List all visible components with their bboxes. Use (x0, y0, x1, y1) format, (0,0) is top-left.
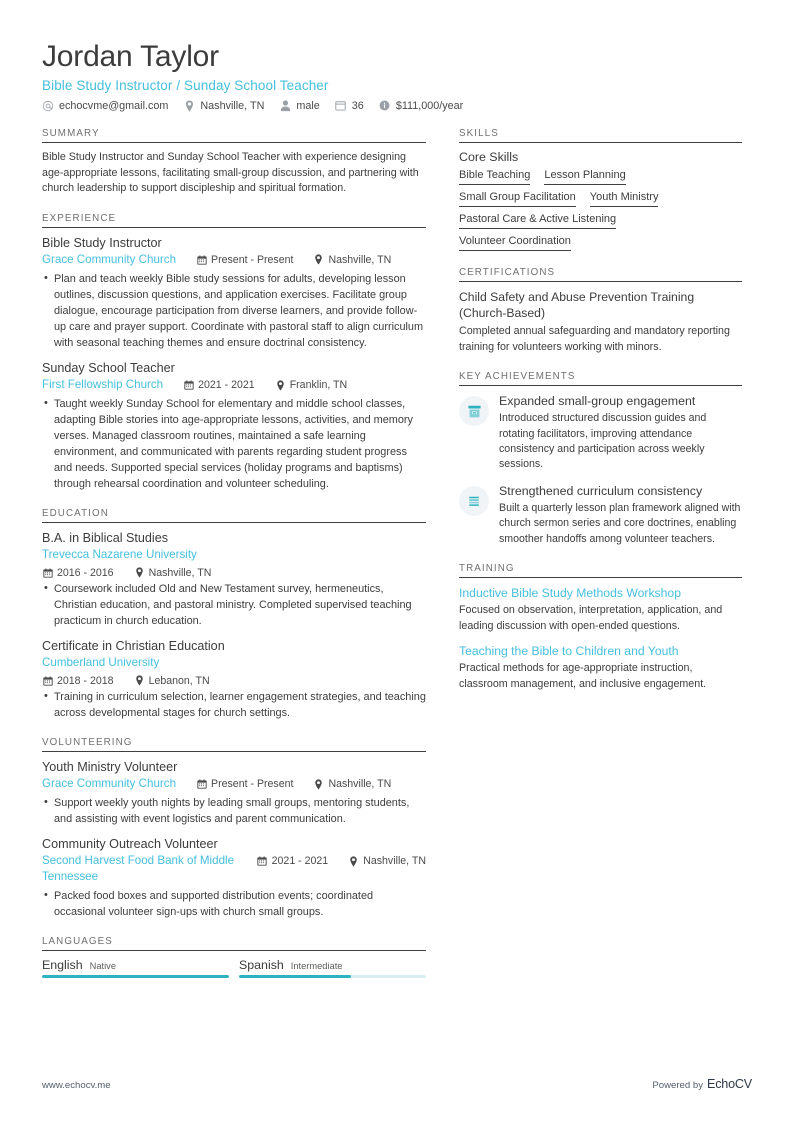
pin-small-icon (134, 675, 145, 686)
right-column (459, 128, 742, 708)
training-name[interactable]: Inductive Bible Study Methods Workshop (459, 585, 681, 600)
summary-text: Bible Study Instructor and Sunday School Teacher with experience designing age-appropriate lessons, facilitating small-group discussion, and partnering with church leadership to support discipleship and spiritual formation. (42, 151, 419, 195)
education-list (42, 530, 426, 721)
training-name[interactable]: Teaching the Bible to Children and Youth (459, 644, 679, 659)
experience-meta (42, 377, 426, 393)
skill-tag-list (459, 169, 742, 251)
language-name: Spanish (239, 957, 284, 972)
salary-icon (379, 100, 391, 112)
section-languages (42, 936, 426, 978)
experience-entry (42, 235, 426, 351)
bullet-item: • Training in curriculum selection, learner engagement strategies, and teaching across developmental stages for church settings. (42, 689, 426, 721)
language-progress-bar (239, 975, 426, 978)
volunteering-organization[interactable]: Second Harvest Food Bank of Middle Tennessee (42, 854, 235, 884)
skill-tag: Volunteer Coordination (459, 235, 571, 251)
volunteering-entry (42, 836, 426, 920)
footer-site-url[interactable]: www.echocv.me (42, 1080, 111, 1091)
bullet-item: • Taught weekly Sunday School for elementary and middle school classes, adapting Bible stories into age-appropriate lessons, activities, and memory verses. Managed classroom routines, maintained a safe learning environment, and communicated with parents regarding student progress and needs. Supported special services (holiday programs and baptisms) through rehearsal coordination and volunteer scheduling. (42, 396, 426, 492)
experience-list (42, 235, 426, 492)
education-school[interactable]: Cumberland University (42, 656, 160, 670)
training-entry (459, 643, 742, 692)
skill-row (459, 213, 742, 229)
volunteering-dates: Present - Present (196, 776, 293, 790)
section-rule (42, 751, 426, 752)
experience-organization[interactable]: First Fellowship Church (42, 378, 164, 392)
resume-header (42, 40, 752, 112)
experience-location: Nashville, TN (313, 252, 391, 266)
skill-tag: Youth Ministry (590, 191, 659, 207)
volunteering-bullets (42, 888, 426, 920)
section-skills (459, 128, 742, 251)
section-title-key-achievements: KEY ACHIEVEMENTS (459, 371, 576, 383)
section-title-certifications: CERTIFICATIONS (459, 267, 556, 278)
experience-entry (42, 360, 426, 492)
contact-item-0 (42, 100, 168, 112)
education-entry (42, 638, 426, 721)
section-title-training: TRAINING (459, 562, 515, 574)
achievement-item (459, 393, 742, 473)
language-progress-fill (42, 975, 229, 978)
volunteering-role: Youth Ministry Volunteer (42, 760, 178, 775)
experience-role: Bible Study Instructor (42, 235, 162, 250)
experience-bullets (42, 271, 426, 351)
skill-tag: Small Group Facilitation (459, 191, 576, 207)
language-progress-fill (239, 975, 351, 978)
training-entry (459, 585, 742, 634)
education-school[interactable]: Trevecca Nazarene University (42, 548, 197, 562)
volunteering-location: Nashville, TN (313, 776, 391, 790)
skill-tag: Pastoral Care & Active Listening (459, 213, 616, 229)
footer-powered-label: Powered by (652, 1080, 703, 1091)
section-title-experience: EXPERIENCE (42, 212, 117, 224)
experience-bullets (42, 396, 426, 492)
section-title-education: EDUCATION (42, 507, 109, 519)
contact-value: Nashville, TN (200, 99, 265, 112)
experience-dates: Present - Present (196, 252, 293, 266)
footer-brand: EchoCV (707, 1077, 752, 1091)
achievement-body (499, 393, 742, 473)
left-column (42, 128, 426, 994)
calendar-small-icon (42, 675, 53, 686)
volunteering-bullets (42, 795, 426, 827)
achievement-description: Introduced structured discussion guides and rotating facilitators, improving attendance consistency and participation across weekly sessions. (499, 412, 707, 471)
volunteering-list (42, 759, 426, 920)
skills-group-name: Core Skills (459, 150, 519, 164)
email-icon (42, 100, 54, 112)
achievements-list (459, 393, 742, 547)
calendar-small-icon (196, 779, 207, 790)
section-volunteering (42, 737, 426, 920)
skill-tag: Lesson Planning (544, 169, 625, 185)
section-title-volunteering: VOLUNTEERING (42, 737, 133, 749)
bullet-item: • Packed food boxes and supported distribution events; coordinated occasional volunteer sign-ups with church small groups. (42, 888, 426, 920)
education-location: Lebanon, TN (134, 673, 210, 687)
language-progress-bar (42, 975, 229, 978)
certification-description: Completed annual safeguarding and mandatory reporting training for volunteers working with minors. (459, 325, 730, 353)
section-rule (42, 142, 426, 143)
contact-value: echocvme@gmail.com (59, 99, 169, 112)
pin-small-icon (275, 380, 286, 391)
training-description: Practical methods for age-appropriate instruction, classroom management, and inclusive engagement. (459, 662, 707, 690)
contact-value: male (296, 99, 320, 112)
section-rule (459, 385, 742, 386)
language-item (42, 958, 229, 978)
footer-powered-by (652, 1077, 752, 1091)
training-list (459, 585, 742, 692)
calendar-small-icon (196, 254, 207, 265)
language-item (239, 958, 426, 978)
contact-row (42, 100, 752, 112)
person-icon (279, 100, 291, 112)
language-name: English (42, 957, 83, 972)
education-degree: Certificate in Christian Education (42, 638, 225, 653)
archive-box-icon (459, 396, 489, 426)
section-title-languages: LANGUAGES (42, 935, 113, 947)
education-meta (42, 565, 426, 579)
language-level: Intermediate (290, 960, 343, 971)
candidate-name: Jordan Taylor (42, 40, 219, 73)
calendar-small-icon (257, 856, 268, 867)
certifications-list (459, 289, 742, 355)
language-head (239, 958, 426, 972)
section-rule (42, 227, 426, 228)
volunteering-role: Community Outreach Volunteer (42, 837, 218, 852)
achievement-description: Built a quarterly lesson plan framework aligned with church sermon series and core doctrines, enabling smoother handoffs among volunteer teachers. (499, 501, 741, 545)
pin-small-icon (134, 567, 145, 578)
education-location: Nashville, TN (134, 565, 212, 579)
volunteering-meta (42, 853, 426, 884)
contact-item-3 (335, 100, 364, 112)
calendar-icon (335, 100, 347, 112)
education-meta (42, 673, 426, 687)
experience-location: Franklin, TN (275, 377, 348, 391)
section-key-achievements (459, 371, 742, 547)
location-icon (183, 100, 195, 112)
bullet-item: • Support weekly youth nights by leading small groups, mentoring students, and assisting with event logistics and parent communication. (42, 795, 426, 827)
candidate-headline: Bible Study Instructor / Sunday School Teacher (42, 77, 329, 93)
volunteering-meta (42, 776, 426, 792)
training-description: Focused on observation, interpretation, application, and leading discussion with open-ended questions. (459, 604, 723, 632)
section-experience (42, 213, 426, 492)
volunteering-dates: 2021 - 2021 (257, 853, 329, 867)
section-rule (459, 142, 742, 143)
certification-entry (459, 289, 742, 355)
section-rule (459, 281, 742, 282)
experience-meta (42, 252, 426, 268)
volunteering-location: Nashville, TN (348, 853, 426, 867)
achievement-item (459, 483, 742, 547)
education-dates: 2018 - 2018 (42, 673, 114, 687)
bullet-item: • Plan and teach weekly Bible study sessions for adults, developing lesson outlines, discussion questions, and application exercises. Facilitate group dialogue, encourage participation from diverse learners, and provide follow-up care and prayer support. Coordinate with pastoral staff to align curriculum with seasonal teaching themes and ensure doctrinal consistency. (42, 271, 426, 351)
bullet-item: • Coursework included Old and New Testament survey, hermeneutics, Christian education, and pastoral ministry. Completed supervised teaching practicum in church education. (42, 581, 426, 629)
resume-columns (42, 128, 752, 994)
education-degree: B.A. in Biblical Studies (42, 530, 168, 545)
volunteering-entry (42, 759, 426, 827)
certification-name: Child Safety and Abuse Prevention Training (Church-Based) (459, 290, 695, 321)
pin-small-icon (348, 856, 359, 867)
achievement-title: Expanded small-group engagement (499, 394, 696, 409)
section-summary (42, 128, 426, 197)
achievement-title: Strengthened curriculum consistency (499, 483, 703, 498)
skill-row (459, 235, 742, 251)
contact-item-4 (379, 100, 463, 112)
list-lines-icon (459, 486, 489, 516)
section-rule (42, 950, 426, 951)
language-level: Native (89, 960, 116, 971)
experience-dates: 2021 - 2021 (183, 377, 255, 391)
skill-row (459, 191, 742, 207)
volunteering-organization[interactable]: Grace Community Church (42, 777, 177, 791)
experience-organization[interactable]: Grace Community Church (42, 252, 177, 266)
section-rule (459, 577, 742, 578)
skill-tag: Bible Teaching (459, 169, 530, 185)
section-title-skills: SKILLS (459, 128, 499, 139)
section-title-summary: SUMMARY (42, 128, 100, 139)
education-bullets (42, 689, 426, 721)
contact-item-2 (279, 100, 319, 112)
education-dates: 2016 - 2016 (42, 565, 114, 579)
pin-small-icon (313, 779, 324, 790)
calendar-small-icon (183, 380, 194, 391)
pin-small-icon (313, 254, 324, 265)
language-head (42, 958, 229, 972)
languages-list (42, 958, 426, 978)
contact-item-1 (183, 100, 264, 112)
experience-role: Sunday School Teacher (42, 360, 175, 375)
education-entry (42, 530, 426, 629)
achievement-body (499, 483, 742, 547)
resume-footer (42, 1077, 752, 1091)
education-bullets (42, 581, 426, 629)
skill-row (459, 169, 742, 185)
calendar-small-icon (42, 567, 53, 578)
section-education (42, 508, 426, 721)
contact-value: $111,000/year (395, 99, 464, 112)
section-certifications (459, 267, 742, 355)
section-rule (42, 522, 426, 523)
section-training (459, 563, 742, 692)
contact-value: 36 (351, 99, 364, 112)
